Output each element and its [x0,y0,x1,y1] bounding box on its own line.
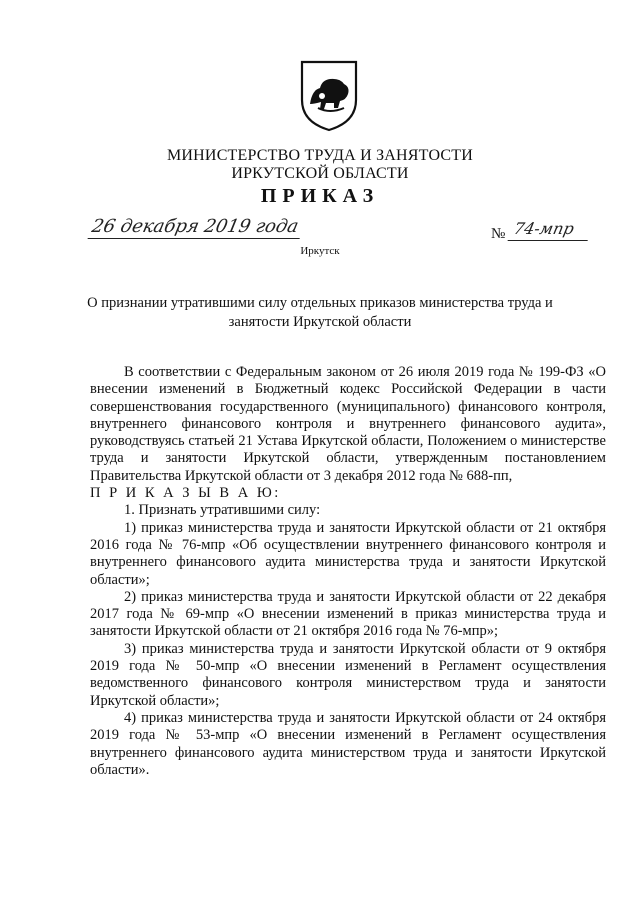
coat-of-arms-icon [300,60,358,132]
list-item: 2) приказ министерства труда и занятости Иркутской области от 22 декабря 2017 года № 69-мпр «О внесении изменений в приказ министерства труда и занятости Иркутской области от 21 октября 2016 года № 76-мпр»; [90,588,606,640]
point-1: 1. Признать утратившими силу: [124,502,321,519]
ministry-name-line1: МИНИСТЕРСТВО ТРУДА И ЗАНЯТОСТИ [167,147,473,164]
order-word: П Р И К А З Ы В А Ю: [90,485,281,502]
order-subject: О признании утратившими силу отдельных приказов министерства труда и занятости Иркутской области [87,295,553,330]
number-sign: № [491,226,506,242]
handwritten-date: 26 декабря 2019 года [88,216,305,239]
list-item: 4) приказ министерства труда и занятости Иркутской области от 24 октября 2019 года № 53-мпр «О внесении изменений в Регламент осуществления внутреннего финансового аудита министерством труда и занятости Иркутской области». [90,709,606,778]
list-item: 1) приказ министерства труда и занятости Иркутской области от 21 октября 2016 года № 76-мпр «Об осуществлении внутреннего финансового контроля и внутреннего финансового аудита министерства труда и занятости Иркутской области»; [90,519,606,588]
preamble-paragraph: В соответствии с Федеральным законом от 26 июля 2019 года № 199-ФЗ «О внесении изменений в Бюджетный кодекс Российской Федерации в части совершенствования государственного (муниципального) финансового контроля, внутреннего финансового контроля и внутреннего финансового аудита», руководствуясь статьей 21 Устава Иркутской области, Положением о министерстве труда и занятости Иркутской области, утвержденным постановлением Правительства Иркутской области от 3 декабря 2012 года № 688-пп, [90,364,606,484]
ministry-name-line2: ИРКУТСКОЙ ОБЛАСТИ [231,165,409,182]
city-label: Иркутск [300,245,340,257]
list-item: 3) приказ министерства труда и занятости Иркутской области от 9 октября 2019 года № 50-мпр «О внесении изменений в Регламент осуществления ведомственного финансового контроля министерством труда и занятости Иркутской области»; [90,640,606,709]
handwritten-number: 74-мпр [508,218,593,241]
order-body [90,364,606,779]
document-type-title: ПРИКАЗ [260,185,380,207]
